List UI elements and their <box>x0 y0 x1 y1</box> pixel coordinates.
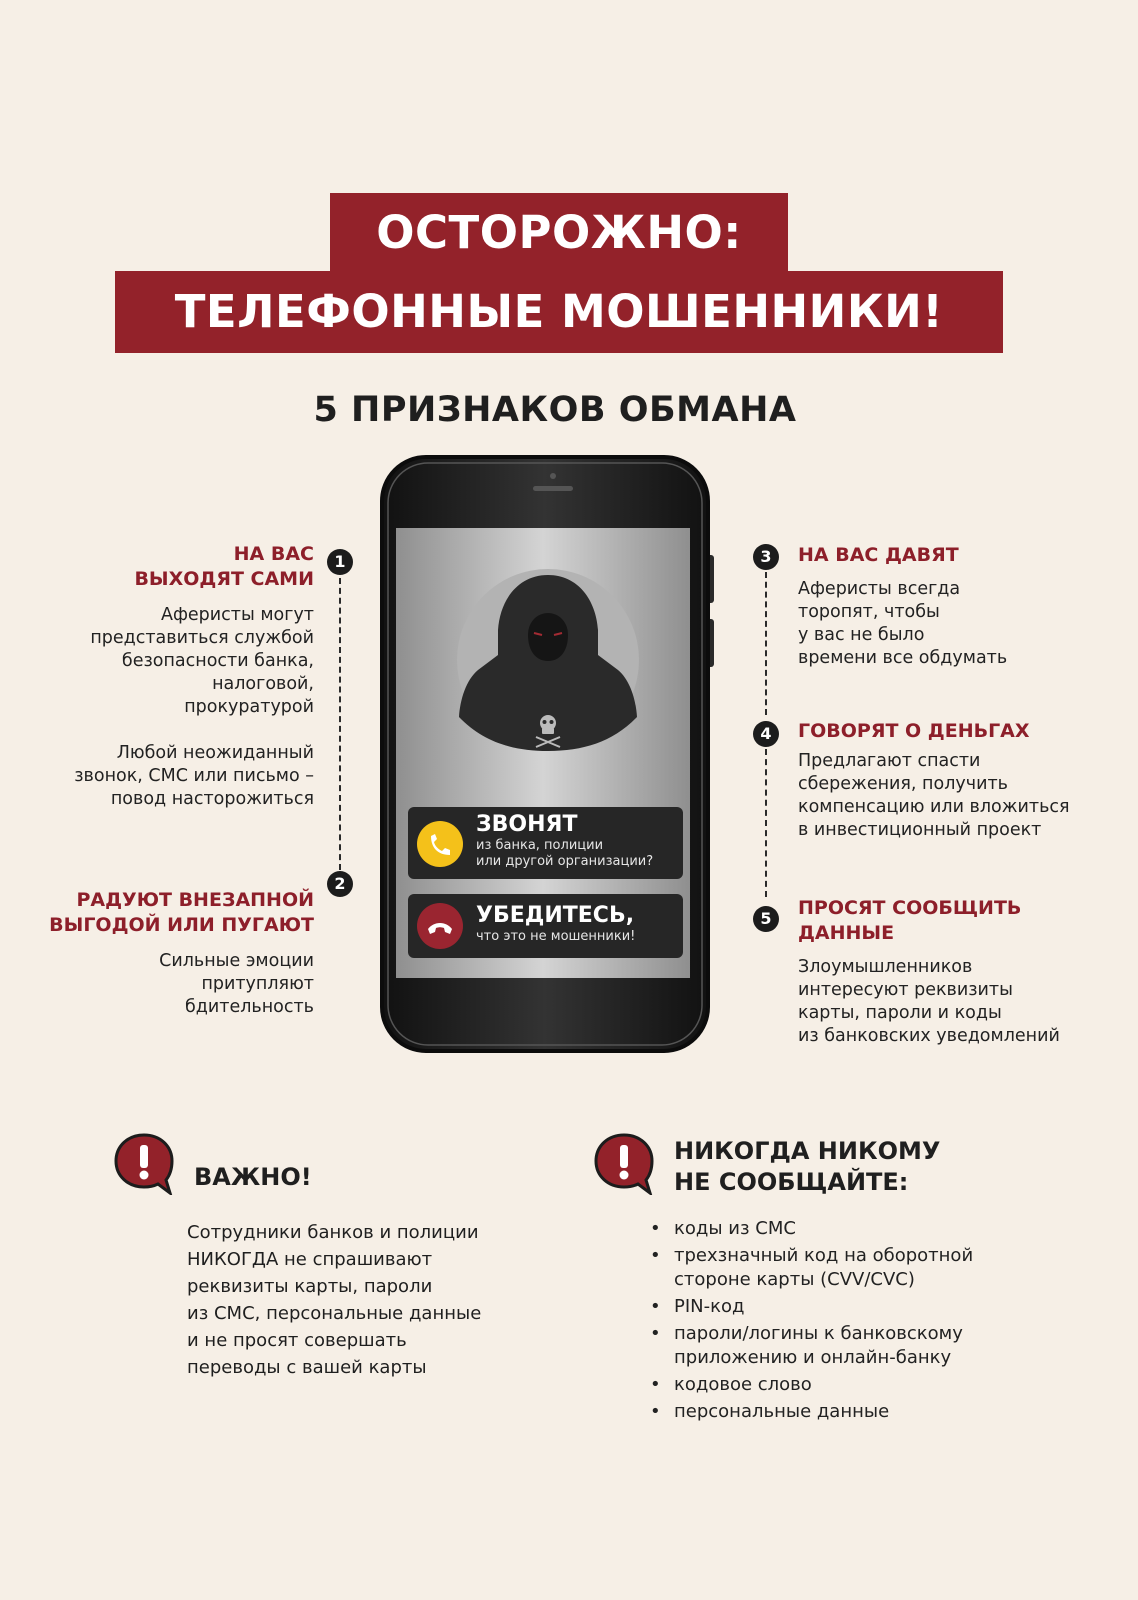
sign-4-text-1: Предлагают спасти <box>798 751 981 771</box>
sign-4-block <box>798 719 1128 842</box>
important-text-5: и не просят совершать <box>187 1330 407 1351</box>
sign-3-4-connector <box>765 572 767 715</box>
important-alert-icon <box>113 1133 179 1195</box>
sign-1-text-2: представиться службой <box>90 628 314 648</box>
important-text-2: НИКОГДА не спрашивают <box>187 1249 433 1270</box>
sign-5-number: 5 <box>753 906 779 932</box>
sign-5-text-2: интересуют реквизиты <box>798 980 1013 1000</box>
never-item-2: • трехзначный код на оборотной стороне карты (CVV/CVC) <box>650 1244 1070 1292</box>
sign-3-text-3: у вас не было <box>798 625 925 645</box>
important-text-block <box>187 1219 547 1381</box>
sign-4-number: 4 <box>753 721 779 747</box>
important-text-3: реквизиты карты, пароли <box>187 1276 433 1297</box>
sign-3-block <box>798 543 1118 670</box>
incoming-call-title: ЗВОНЯТ <box>476 812 578 837</box>
sign-5-title-line2: ДАННЫЕ <box>798 922 895 944</box>
phone-illustration <box>378 455 718 1055</box>
never-item-4: • пароли/логины к банковскому приложению и онлайн-банку <box>650 1322 1070 1370</box>
sign-3-title-line1: НА ВАС ДАВЯТ <box>798 544 959 566</box>
phone <box>378 455 718 1055</box>
sign-2-text-2: притупляют <box>201 974 314 994</box>
title-line2: ТЕЛЕФОННЫЕ МОШЕННИКИ! <box>115 271 1003 353</box>
important-title: ВАЖНО! <box>194 1163 312 1191</box>
sign-4-text-2: сбережения, получить <box>798 774 1008 794</box>
sign-3-text-1: Аферисты всегда <box>798 579 961 599</box>
important-text-6: переводы с вашей карты <box>187 1357 427 1378</box>
sign-1-text2-1: Любой неожиданный <box>116 743 314 763</box>
sign-5-title-line1: ПРОСЯТ СООБЩИТЬ <box>798 897 1022 919</box>
never-title-line1: НИКОГДА НИКОМУ <box>674 1137 941 1165</box>
sign-2-block <box>20 888 314 1019</box>
sign-1-title-line1: НА ВАС <box>233 543 314 565</box>
sign-4-text-3: компенсацию или вложиться <box>798 797 1070 817</box>
never-item-3: • PIN-код <box>650 1295 1070 1319</box>
sign-3-number: 3 <box>753 544 779 570</box>
sign-1-text-4: налоговой, <box>212 674 314 694</box>
sign-4-5-connector <box>765 749 767 897</box>
sign-4-title-line1: ГОВОРЯТ О ДЕНЬГАХ <box>798 720 1030 742</box>
sign-2-text-1: Сильные эмоции <box>159 951 314 971</box>
sign-1-block <box>30 542 314 811</box>
sign-2-text-3: бдительность <box>184 997 314 1017</box>
never-title <box>674 1136 940 1198</box>
sign-1-text2-3: повод насторожиться <box>110 789 314 809</box>
never-alert-icon <box>593 1133 659 1195</box>
sign-5-text-4: из банковских уведомлений <box>798 1026 1060 1046</box>
sign-1-text-5: прокуратурой <box>184 697 314 717</box>
sign-5-block <box>798 896 1128 1048</box>
incoming-call-sub1: из банка, полиции <box>476 838 604 853</box>
important-text-1: Сотрудники банков и полиции <box>187 1222 479 1243</box>
decline-title: УБЕДИТЕСЬ, <box>476 903 635 928</box>
sign-4-text-4: в инвестиционный проект <box>798 820 1042 840</box>
sign-3-text-2: торопят, чтобы <box>798 602 940 622</box>
subtitle: 5 ПРИЗНАКОВ ОБМАНА <box>313 390 797 430</box>
sign-1-text-3: безопасности банка, <box>121 651 314 671</box>
never-list <box>650 1217 1070 1427</box>
important-text-4: из СМС, персональные данные <box>187 1303 482 1324</box>
never-item-1: • коды из СМС <box>650 1217 1070 1241</box>
incoming-call-sub2: или другой организации? <box>476 854 654 869</box>
sign-2-title-line1: РАДУЮТ ВНЕЗАПНОЙ <box>76 889 314 911</box>
never-item-5: • кодовое слово <box>650 1373 1070 1397</box>
decline-sub: что это не мошенники! <box>476 929 636 944</box>
sign-5-text-1: Злоумышленников <box>798 957 973 977</box>
sign-1-number: 1 <box>327 549 353 575</box>
sign-5-text-3: карты, пароли и коды <box>798 1003 1002 1023</box>
sign-3-text-4: времени все обдумать <box>798 648 1008 668</box>
sign-1-text2-2: звонок, СМС или письмо – <box>74 766 314 786</box>
sign-1-text-1: Аферисты могут <box>160 605 314 625</box>
sign-2-number: 2 <box>327 871 353 897</box>
never-item-6: • персональные данные <box>650 1400 1070 1424</box>
sign-1-2-connector <box>339 578 341 870</box>
title-line1: ОСТОРОЖНО: <box>330 193 788 271</box>
sign-2-title-line2: ВЫГОДОЙ ИЛИ ПУГАЮТ <box>49 914 314 936</box>
never-title-line2: НЕ СООБЩАЙТЕ: <box>674 1168 909 1196</box>
sign-1-title-line2: ВЫХОДЯТ САМИ <box>134 568 314 590</box>
